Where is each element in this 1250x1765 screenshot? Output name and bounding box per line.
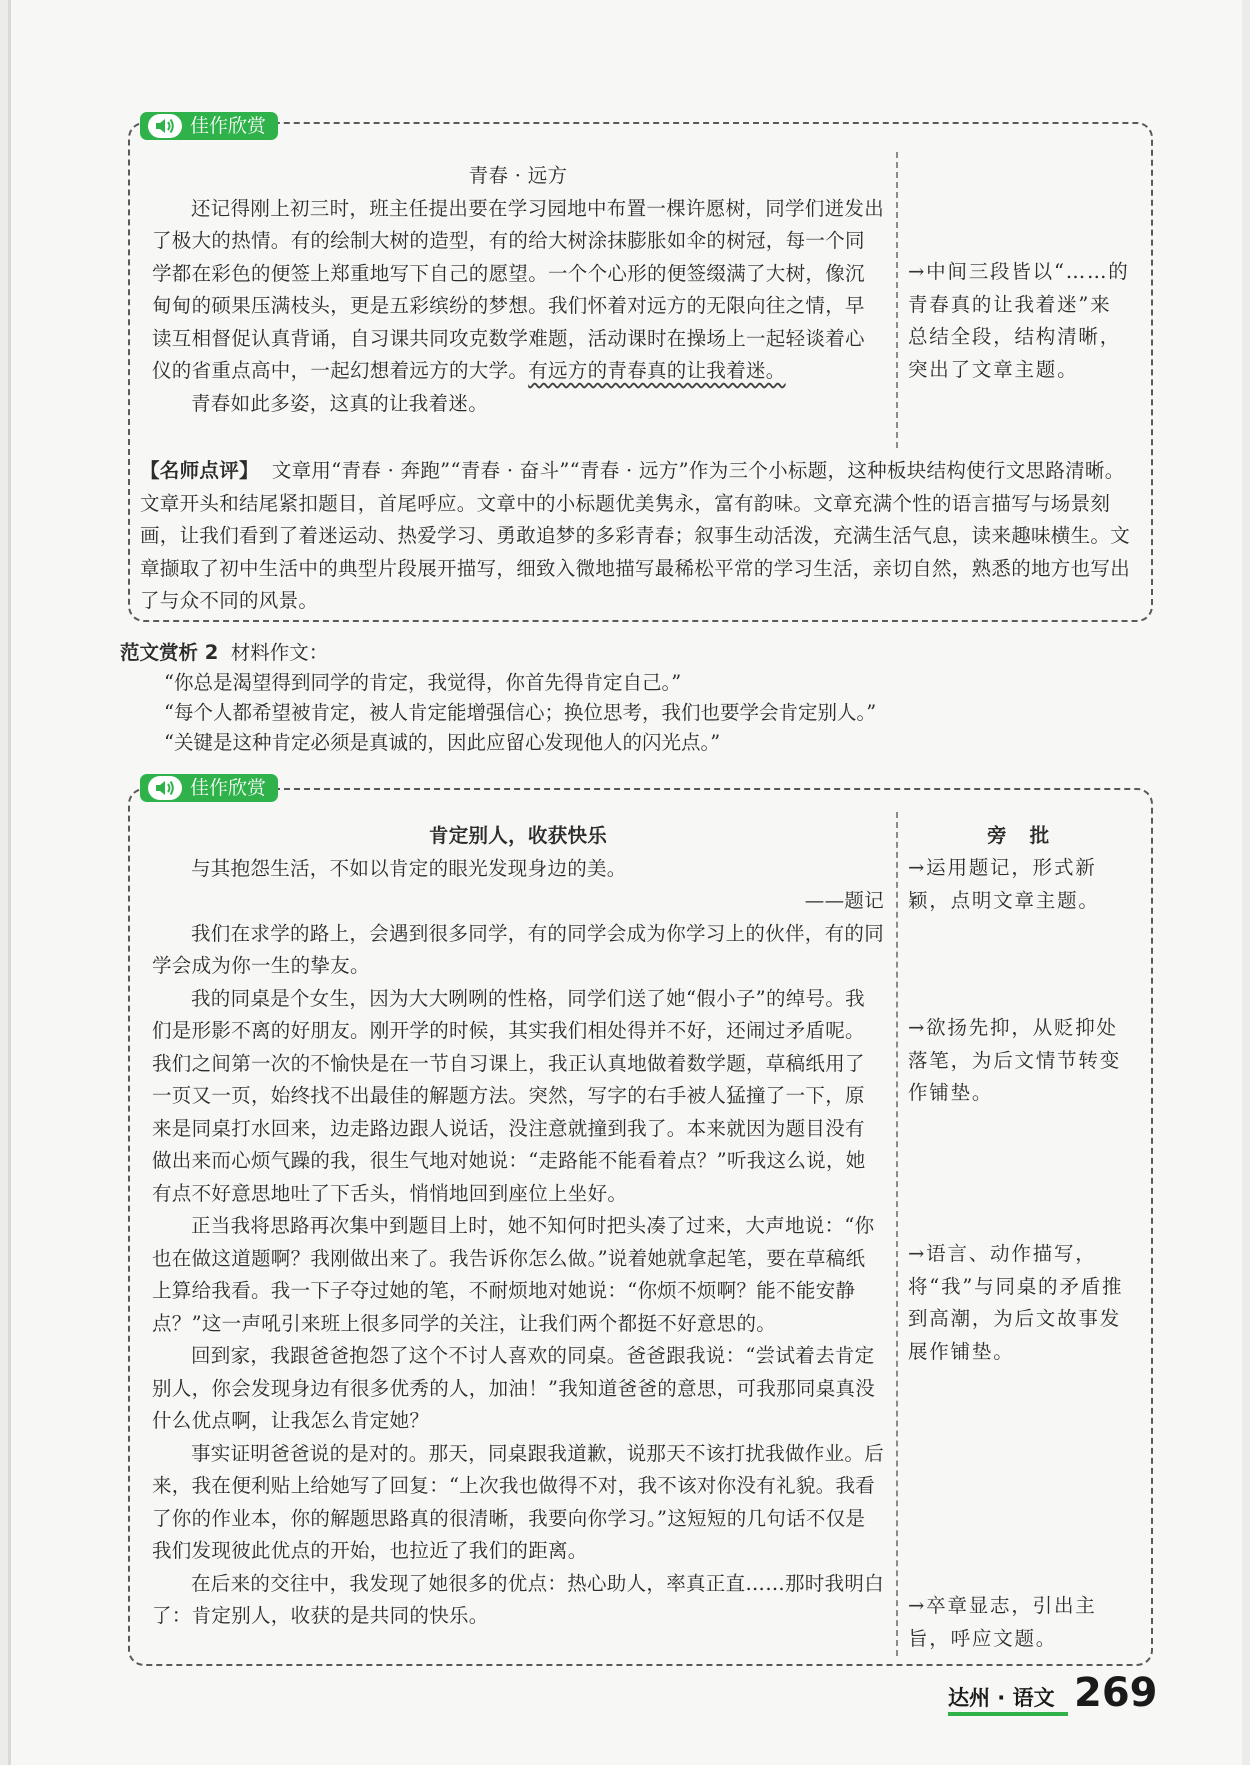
section2-material xyxy=(120,638,1150,758)
side-note-text: →语言、动作描写，将“我”与同桌的矛盾推到高潮，为后文故事发展作铺垫。 xyxy=(908,1242,1124,1363)
page-footer xyxy=(948,1670,1168,1722)
material-quote: “你总是渴望得到同学的肯定，我觉得，你首先得肯定自己。” xyxy=(164,671,682,694)
section-badge-1 xyxy=(140,112,278,140)
speaker-icon xyxy=(148,114,182,138)
essay2-paragraph: 我的同桌是个女生，因为大大咧咧的性格，同学们送了她“假小子”的绰号。我们是形影不离的好朋友。刚开学的时候，其实我们相处得并不好，还闹过矛盾呢。我们之间第一次的不愉快是在一节自习课上，我正认真地做着数学题，草稿纸用了一页又一页，始终找不出最佳的解题方法。突然，写字的右手被人猛撞了一下，原来是同桌打水回来，边走路边跟人说话，没注意就撞到我了。本来就因为题目没有做出来而心烦气躁的我，很生气地对她说：“走路能不能看着点？”听我这么说，她有点不好意思地吐了下舌头，悄悄地回到座位上坐好。 xyxy=(152,986,866,1205)
side-note-text: →欲扬先抑，从贬抑处落笔，为后文情节转变作铺垫。 xyxy=(908,1016,1122,1104)
arrow-icon: → xyxy=(908,1242,927,1265)
side-note-text: →运用题记，形式新颖，点明文章主题。 xyxy=(908,856,1100,912)
essay1-text xyxy=(152,160,884,420)
wavy-summary-sentence: 有远方的青春真的让我着迷。 xyxy=(528,359,786,382)
side-note-text: →中间三段皆以“……的青春真的让我着迷”来总结全段，结构清晰，突出了文章主题。 xyxy=(908,260,1130,381)
arrow-icon: → xyxy=(908,856,927,879)
page-edge xyxy=(8,0,11,1765)
review-tag: 【名师点评】 xyxy=(140,459,259,482)
essay1-paragraph: 青春如此多姿，这真的让我着迷。 xyxy=(191,391,489,415)
arrow-icon: → xyxy=(908,1594,927,1617)
essay1-paragraph: 还记得刚上初三时，班主任提出要在学习园地中布置一棵许愿树，同学们迸发出了极大的热情。有的绘制大树的造型，有的给大树涂抹膨胀如伞的树冠，每一个同学都在彩色的便签上郑重地写下自己的愿望。一个个心形的便签缀满了大树，像沉甸甸的硕果压满枝头，更是五彩缤纷的梦想。我们怀着对远方的无限向往之情，早读互相督促认真背诵，自习课共同攻克数学难题，活动课时在操场上一起轻谈着心仪的省重点高中，一起幻想着远方的大学。有远方的青春真的让我着迷。 xyxy=(152,196,885,382)
side-title: 旁 批 xyxy=(987,824,1051,847)
essay2-paragraph: 正当我将思路再次集中到题目上时，她不知何时把头凑了过来，大声地说：“你也在做这道题啊？我刚做出来了。我告诉你怎么做。”说着她就拿起笔，要在草稿纸上算给我看。我一下子夺过她的笔，不耐烦地对她说：“你烦不烦啊？能不能安静点？”这一声吼引来班上很多同学的关注，让我们两个都挺不好意思的。 xyxy=(152,1214,875,1335)
badge-label: 佳作欣赏 xyxy=(190,777,267,799)
column-divider-2 xyxy=(896,812,898,1656)
material-quote: “每个人都希望被肯定，被人肯定能增强信心；换位思考，我们也要学会肯定别人。” xyxy=(164,701,877,724)
essay2-paragraph: 回到家，我跟爸爸抱怨了这个不讨人喜欢的同桌。爸爸跟我说：“尝试着去肯定别人，你会发现身边有很多优秀的人，加油！”我知道爸爸的意思，可我那同桌真没什么优点啊，让我怎么肯定她？ xyxy=(152,1344,876,1432)
badge-label: 佳作欣赏 xyxy=(190,115,267,137)
essay1-subtitle: 青春 · 远方 xyxy=(468,164,568,187)
review-text: 文章用“青春 · 奔跑”“青春 · 奋斗”“青春 · 远方”作为三个小标题，这种板块结构使行文思路清晰。文章开头和结尾紧扣题目，首尾呼应。文章中的小标题优美隽永，富有韵味。文章充满个性的语言描写与场景刻画，让我们看到了着迷运动、热爱学习、勇敢追梦的多彩青春；叙事生动活泼，充满生活气息，读来趣味横生。文章撷取了初中生活中的典型片段展开描写，细致入微地描写最稀松平常的学习生活，亲切自然，熟悉的地方也写出了与众不同的风景。 xyxy=(140,459,1131,612)
side-note-text: →卒章显志，引出主旨，呼应文题。 xyxy=(908,1594,1097,1650)
arrow-icon: → xyxy=(908,260,927,283)
section2-heading-rest: 材料作文： xyxy=(230,641,329,664)
essay2-paragraph: 事实证明爸爸说的是对的。那天，同桌跟我道歉，说那天不该打扰我做作业。后来，我在便利贴上给她写了回复：“上次我也做得不对，我不该对你没有礼貌。我看了你的作业本，你的解题思路真的很清晰，我要向你学习。”这短短的几句话不仅是我们发现彼此优点的开始，也拉近了我们的距离。 xyxy=(152,1441,885,1562)
essay2-epigraph: 与其抱怨生活，不如以肯定的眼光发现身边的美。 xyxy=(191,856,627,880)
material-quote: “关键是这种肯定必须是真诚的，因此应留心发现他人的闪光点。” xyxy=(164,731,721,754)
section2-heading: 范文赏析 2 xyxy=(120,641,219,664)
teacher-review xyxy=(140,455,1138,618)
section-badge-2 xyxy=(140,774,278,802)
footer-accent-bar xyxy=(948,1712,1068,1716)
column-divider-1 xyxy=(896,152,898,448)
essay2-paragraph: 我们在求学的路上，会遇到很多同学，有的同学会成为你学习上的伙伴，有的同学会成为你一生的挚友。 xyxy=(152,921,885,977)
essay2-epigraph-tag: ——题记 xyxy=(804,889,884,912)
essay2-paragraph: 在后来的交往中，我发现了她很多的优点：热心助人，率真正直……那时我明白了：肯定别人，收获的是共同的快乐。 xyxy=(152,1571,885,1627)
arrow-icon: → xyxy=(908,1016,927,1039)
essay2-text xyxy=(152,820,884,1633)
essay2-title: 肯定别人，收获快乐 xyxy=(428,824,608,847)
side-notes-2 xyxy=(908,820,1130,1660)
side-note-1 xyxy=(908,256,1130,386)
page-number: 269 xyxy=(1074,1670,1158,1716)
footer-label: 达州 · 语文 xyxy=(948,1686,1055,1710)
speaker-icon xyxy=(148,776,182,800)
